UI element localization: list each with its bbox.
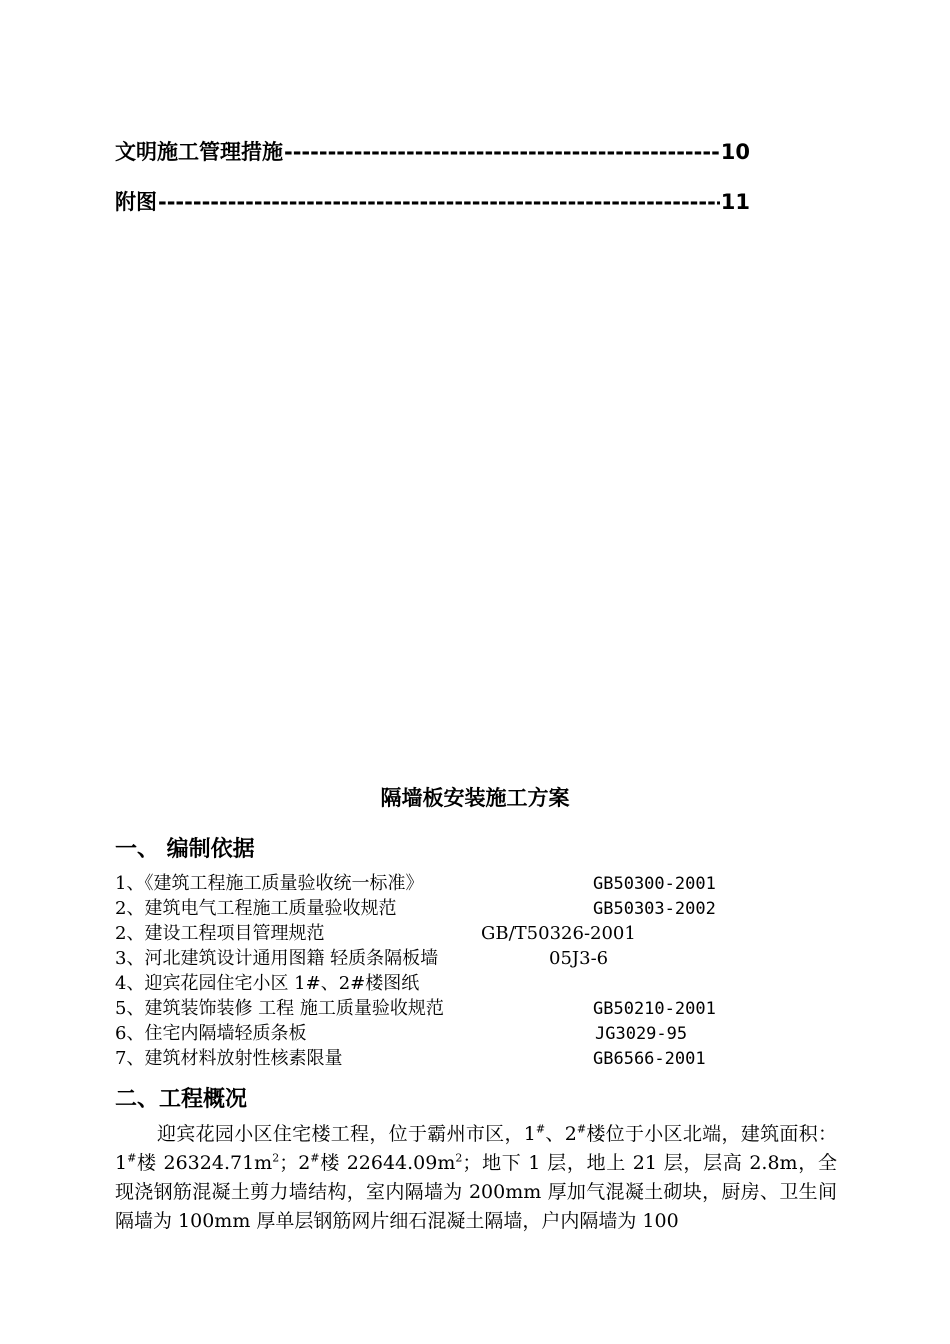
toc-entry-title: 文明施工管理措施 [115, 140, 283, 164]
reference-text: 3、河北建筑设计通用图籍 轻质条隔板墙 [115, 948, 439, 969]
reference-text: 6、住宅内隔墙轻质条板 [115, 1023, 307, 1044]
toc-entry-page: 10 [720, 140, 750, 164]
reference-item [115, 1022, 688, 1046]
para-sup: # [127, 1151, 137, 1165]
para-text: 楼 22644.09m [319, 1152, 456, 1174]
para-sup: 2 [272, 1151, 280, 1165]
reference-code: GB50303-2002 [593, 899, 716, 919]
reference-text: 4、迎宾花园住宅小区 1#、2#楼图纸 [115, 973, 420, 994]
reference-text: 2、建筑电气工程施工质量验收规范 [115, 898, 397, 919]
reference-text: 7、建筑材料放射性核素限量 [115, 1048, 343, 1069]
reference-text: 5、建筑装饰装修 工程 施工质量验收规范 [115, 998, 444, 1019]
para-text: ；2 [279, 1152, 311, 1174]
toc-leader [284, 140, 720, 164]
para-sup: # [535, 1122, 546, 1136]
reference-item [115, 947, 609, 971]
para-sup: 2 [455, 1151, 463, 1165]
reference-item [115, 972, 419, 996]
toc-entry-appendix[interactable] [115, 186, 750, 216]
reference-item [115, 1047, 706, 1071]
reference-item [115, 897, 716, 921]
document-title: 隔墙板安装施工方案 [380, 786, 570, 810]
overview-paragraph [115, 1120, 837, 1236]
reference-text: 1、《建筑工程施工质量验收统一标准》 [115, 873, 424, 894]
reference-code: GB50300-2001 [593, 874, 716, 894]
para-text: ；地下 1 层，地上 21 层，层高 2.8m，全现浇钢筋混凝土剪力墙结构，室内隔墙为 200mm 厚加气混凝土砌块，厨房、卫生间隔墙为 100mm 厚单层钢筋网片细石混凝土隔墙，户内隔墙为 100 [115, 1152, 837, 1232]
reference-code: JG3029-95 [595, 1024, 688, 1044]
reference-code: GB6566-2001 [593, 1049, 706, 1069]
toc-leader [158, 190, 720, 214]
reference-item [115, 997, 716, 1021]
para-text: 、2 [545, 1123, 577, 1145]
section-heading-basis: 一、 编制依据 [115, 837, 255, 862]
para-text: 迎宾花园小区住宅楼工程，位于霸州市区，1 [157, 1123, 536, 1145]
para-text: 楼 26324.71m [136, 1152, 273, 1174]
toc-entry-title: 附图 [115, 190, 157, 214]
reference-code: GB50210-2001 [593, 999, 716, 1019]
reference-code: 05J3-6 [549, 948, 609, 969]
para-sup: # [310, 1151, 320, 1165]
para-text: 楼位于小区北端，建筑面积：1 [115, 1123, 837, 1174]
reference-text: 2、建设工程项目管理规范 [115, 923, 325, 944]
reference-item [115, 872, 716, 896]
toc-entry-civilized-construction[interactable] [115, 136, 750, 166]
toc-entry-page: 11 [720, 190, 750, 214]
para-sup: # [576, 1122, 587, 1136]
reference-item [115, 922, 636, 946]
section-heading-overview: 二、工程概况 [115, 1087, 248, 1112]
reference-code: GB/T50326-2001 [481, 923, 636, 944]
